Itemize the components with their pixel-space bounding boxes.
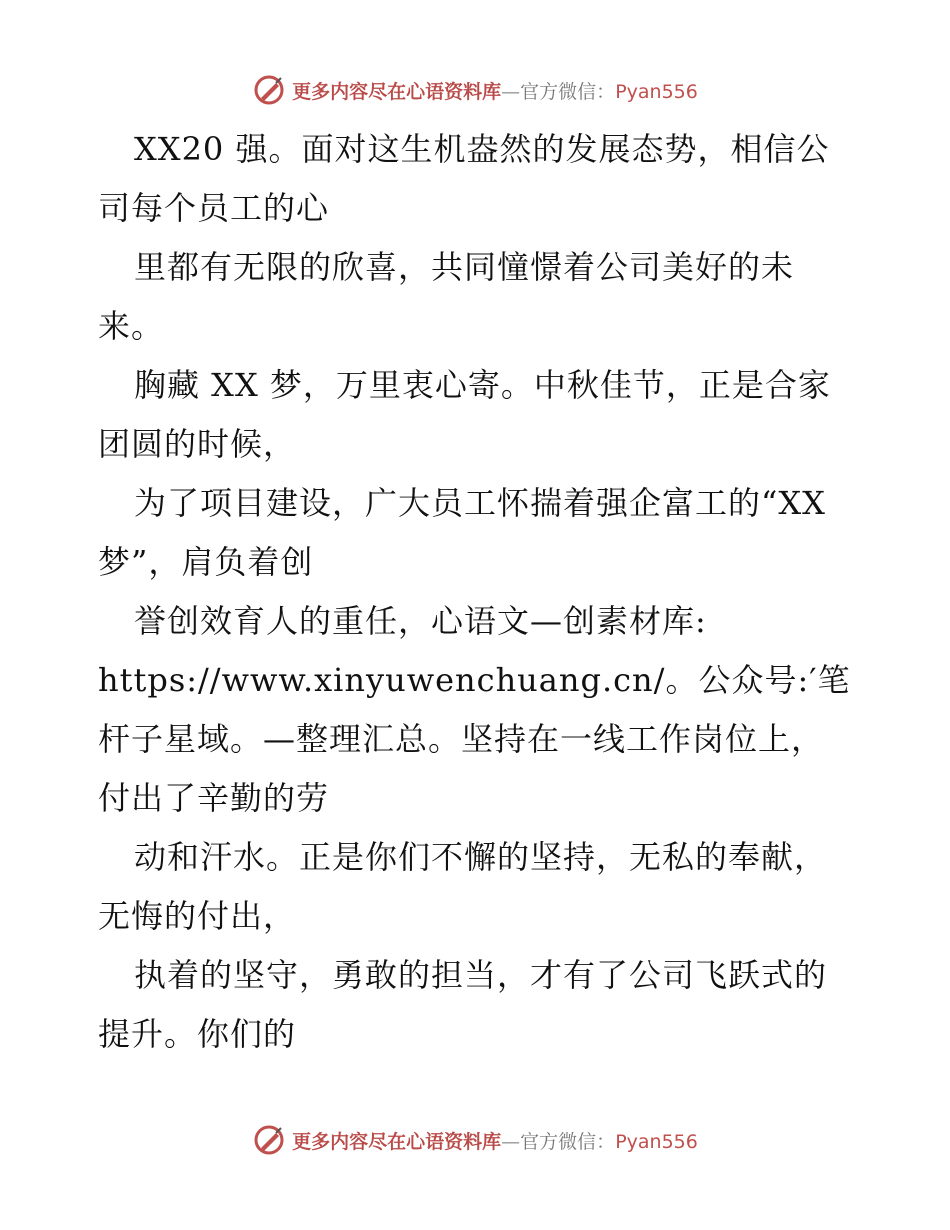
paragraph-line: https://www.xinyuwenchuang.cn/。公众号:′笔 xyxy=(98,661,851,699)
header-banner-wechat-label: 官方微信： xyxy=(520,80,616,103)
paragraph-line: 里都有无限的欣喜，共同憧憬着公司美好的未 xyxy=(134,248,795,286)
paragraph-line: XX20 强。面对这生机盎然的发展态势，相信公 xyxy=(134,130,830,168)
header-banner xyxy=(0,70,950,110)
document-body xyxy=(98,120,868,1064)
footer-banner-dash: — xyxy=(501,1130,521,1153)
footer-banner-title: 更多内容尽在心语资料库 xyxy=(292,1130,502,1153)
paragraph-line: 梦”，肩负着创 xyxy=(98,543,314,581)
footer-banner-wechat-id: Pyan556 xyxy=(615,1130,698,1153)
header-banner-title: 更多内容尽在心语资料库 xyxy=(292,80,502,103)
header-banner-dash: — xyxy=(501,80,521,103)
paragraph-line: 来。 xyxy=(98,307,165,345)
paragraph-line: 司每个员工的心 xyxy=(98,189,330,227)
header-banner-wechat-id: Pyan556 xyxy=(615,80,698,103)
paragraph-line: 付出了辛勤的劳 xyxy=(98,779,330,817)
paragraph-line: 执着的坚守，勇敢的担当，才有了公司飞跃式的 xyxy=(134,956,828,994)
paragraph-line: 胸藏 XX 梦，万里衷心寄。中秋佳节，正是合家 xyxy=(134,366,831,404)
header-banner-text xyxy=(292,77,698,104)
footer-banner-text xyxy=(292,1127,698,1154)
footer-banner xyxy=(0,1120,950,1160)
paragraph-line: 为了项目建设，广大员工怀揣着强企富工的“XX xyxy=(134,484,826,522)
paragraph-line: 誉创效育人的重任，心语文—创素材库: xyxy=(134,602,707,640)
quill-pen-logo-icon xyxy=(252,1123,286,1157)
footer-banner-wechat-label: 官方微信： xyxy=(520,1130,616,1153)
quill-pen-logo-icon xyxy=(252,73,286,107)
paragraph-line: 团圆的时候， xyxy=(98,425,297,463)
paragraph-line: 动和汗水。正是你们不懈的坚持，无私的奉献， xyxy=(134,838,828,876)
paragraph-line: 无悔的付出， xyxy=(98,897,297,935)
paragraph-line: 杆子星域。—整理汇总。坚持在一线工作岗位上， xyxy=(98,720,825,758)
paragraph-line: 提升。你们的 xyxy=(98,1015,297,1053)
